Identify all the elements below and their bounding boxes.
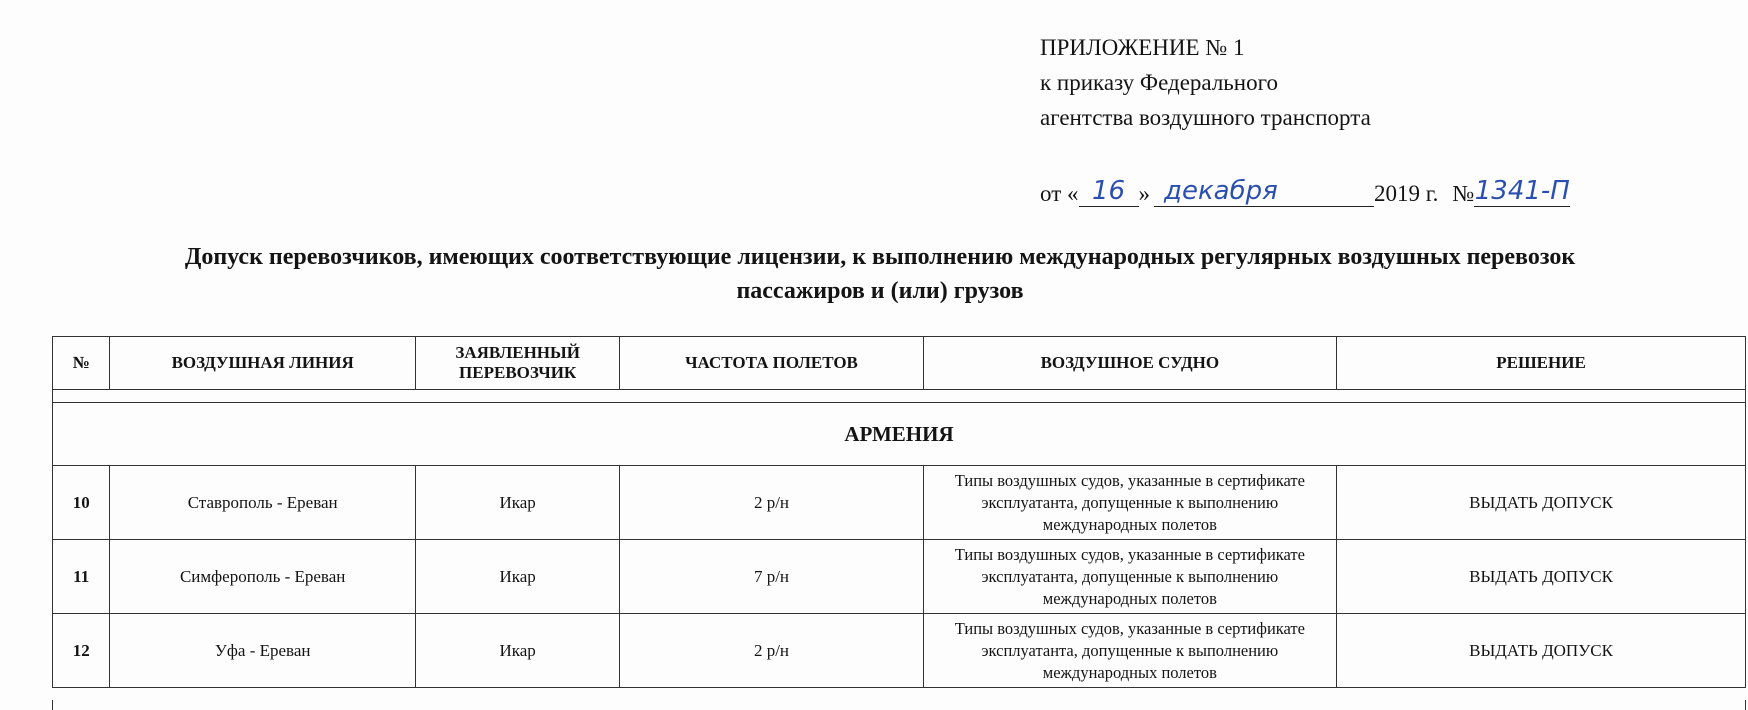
table-header-row [53, 337, 1746, 390]
header-decision: РЕШЕНИЕ [1337, 337, 1746, 390]
document-title: Допуск перевозчиков, имеющих соответствующие лицензии, к выполнению международных регулярных воздушных перевозок пассажиров и (или) грузов [184, 244, 1576, 304]
header-route: ВОЗДУШНАЯ ЛИНИЯ [110, 337, 416, 390]
order-day-handwritten: 16 [1079, 176, 1139, 207]
table-row [53, 614, 1746, 688]
country-row [53, 403, 1746, 466]
appendix-line-agency: агентства воздушного транспорта [1040, 105, 1371, 130]
table-row [53, 540, 1746, 614]
header-carrier: ЗАЯВЛЕННЫЙ ПЕРЕВОЗЧИК [415, 337, 619, 390]
row-route: Ставрополь - Ереван [110, 466, 416, 540]
row-decision: ВЫДАТЬ ДОПУСК [1337, 540, 1746, 614]
country-name: АРМЕНИЯ [53, 403, 1746, 466]
row-decision: ВЫДАТЬ ДОПУСК [1337, 614, 1746, 688]
appendix-block [1040, 30, 1371, 135]
admission-table [52, 336, 1746, 688]
table-continuation [52, 700, 1746, 710]
appendix-heading: ПРИЛОЖЕНИЕ № 1 [1040, 35, 1245, 60]
row-frequency: 2 р/н [620, 614, 923, 688]
order-date-quote: » [1138, 181, 1150, 206]
row-route: Симферополь - Ереван [110, 540, 416, 614]
order-number-handwritten: 1341-П [1474, 176, 1570, 206]
row-carrier: Икар [415, 614, 619, 688]
header-frequency: ЧАСТОТА ПОЛЕТОВ [620, 337, 923, 390]
row-number: 10 [53, 466, 110, 540]
order-month-handwritten: декабря [1154, 176, 1374, 207]
row-frequency: 2 р/н [620, 466, 923, 540]
table-row [53, 466, 1746, 540]
order-number-label: № [1452, 181, 1475, 206]
row-carrier: Икар [415, 540, 619, 614]
row-number: 11 [53, 540, 110, 614]
spacer-row [53, 390, 1746, 403]
row-aircraft: Типы воздушных судов, указанные в сертификате эксплуатанта, допущенные к выполнению международных полетов [923, 466, 1336, 540]
row-frequency: 7 р/н [620, 540, 923, 614]
row-aircraft: Типы воздушных судов, указанные в сертификате эксплуатанта, допущенные к выполнению международных полетов [923, 540, 1336, 614]
order-date-prefix: от « [1040, 181, 1079, 206]
row-decision: ВЫДАТЬ ДОПУСК [1337, 466, 1746, 540]
order-reference [1040, 176, 1570, 212]
row-route: Уфа - Ереван [110, 614, 416, 688]
row-aircraft: Типы воздушных судов, указанные в сертификате эксплуатанта, допущенные к выполнению международных полетов [923, 614, 1336, 688]
header-number: № [53, 337, 110, 390]
header-aircraft: ВОЗДУШНОЕ СУДНО [923, 337, 1336, 390]
order-year: 2019 г. [1374, 181, 1439, 206]
appendix-line-order: к приказу Федерального [1040, 70, 1278, 95]
row-carrier: Икар [415, 466, 619, 540]
row-number: 12 [53, 614, 110, 688]
